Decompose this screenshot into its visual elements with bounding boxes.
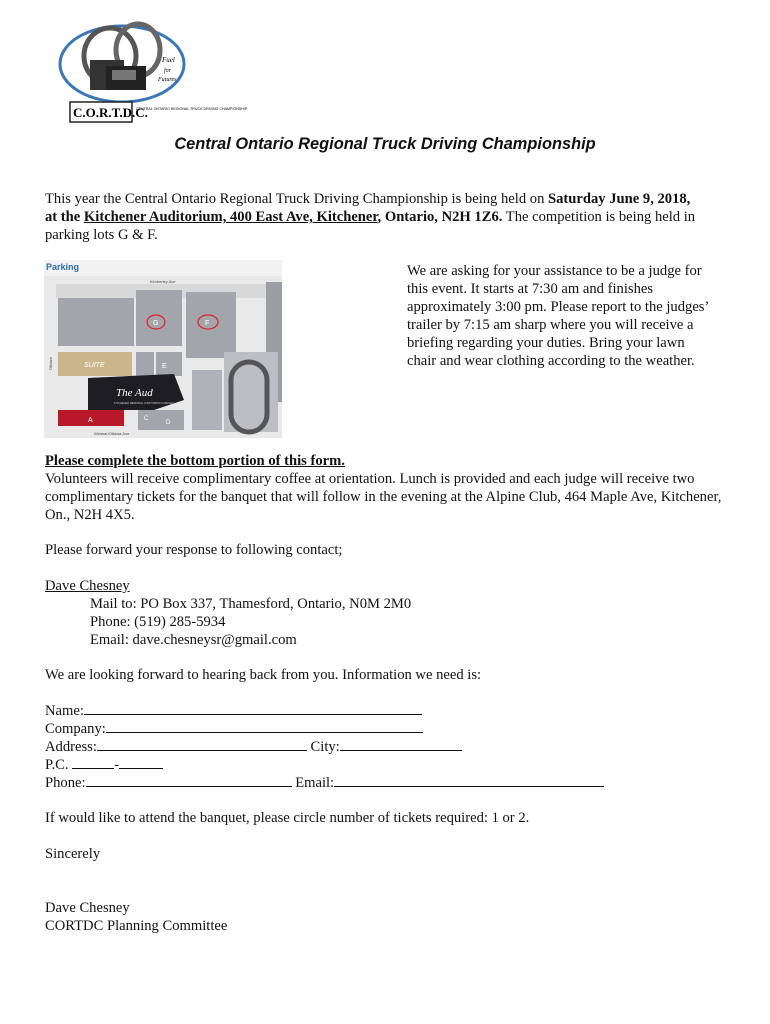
address-field-row <box>45 738 462 756</box>
pc-field-part-2[interactable] <box>119 756 163 769</box>
email-field[interactable] <box>334 774 604 787</box>
lot-e-label: E <box>162 363 167 370</box>
map-heading: Parking <box>46 262 80 272</box>
page-title: Central Ontario Regional Truck Driving Championship <box>174 135 596 153</box>
signature-role: CORTDC Planning Committee <box>45 918 228 934</box>
name-label: Name: <box>45 703 84 719</box>
lot-a-label: A <box>88 417 93 424</box>
volunteer-paragraph: Volunteers will receive complimentary coffee at orientation. Lunch is provided and each judge will receive two complimentary tickets for the banquet that will follow in the evening at the Alpine Club, 464 Maple Ave, Kitchener, On., N2H 4X5. <box>45 471 722 523</box>
pc-field-part-1[interactable] <box>72 756 114 769</box>
contact-phone: Phone: (519) 285-5934 <box>90 614 226 630</box>
forward-paragraph: Please forward your response to following contact; <box>45 542 343 558</box>
map-street-top: Kimberley Ave <box>150 279 176 284</box>
lot-c-label: C <box>144 416 149 422</box>
contact-email: Email: dave.chesneysr@gmail.com <box>90 632 297 648</box>
pc-label: P.C. <box>45 757 69 773</box>
phone-label: Phone: <box>45 775 86 791</box>
parking-map <box>44 260 282 438</box>
company-label: Company: <box>45 721 106 737</box>
phone-field[interactable] <box>86 774 292 787</box>
intro-paragraph: This year the Central Ontario Regional Truck Driving Championship is being held on Saturday June 9, 2018, at the Kitchener Auditorium, 400 East Ave, Kitchener, Ontario, N2H 1Z6. The competition is being held in parking lots G & F. <box>45 191 696 243</box>
logo-slogan: Fuel <box>162 56 175 64</box>
city-field[interactable] <box>340 738 462 751</box>
map-street-left: Ottawa <box>48 357 53 370</box>
aud-sub-label: KITCHENER MEMORIAL AUDITORIUM COMPLEX <box>114 402 174 405</box>
aud-label: The Aud <box>116 387 153 399</box>
signature-name: Dave Chesney <box>45 900 130 916</box>
judge-request-text: We are asking for your assistance to be a judge for this event. It starts at 7:30 am and finishes approximately 3:00 pm. Please report to the judges’ trailer by 7:15 am sharp where you will receive a briefing regarding your duties. Bring your lawn chair and wear clothing according to the weather. <box>407 263 709 369</box>
lot-g-area <box>58 298 134 346</box>
suite-label: SUITE <box>84 362 105 369</box>
lot-d-label: D <box>166 420 171 426</box>
email-label: Email: <box>295 775 335 791</box>
name-field[interactable] <box>84 702 422 715</box>
phone-email-row <box>45 774 604 792</box>
form-heading: Please complete the bottom portion of this form. <box>45 453 345 469</box>
pc-dash: - <box>114 757 120 773</box>
closing-text: Sincerely <box>45 846 101 862</box>
name-field-row <box>45 702 422 720</box>
lot-g-label: G <box>153 320 159 327</box>
map-street-bottom: Weimar/Ottawa Ave <box>94 431 130 436</box>
address-label: Address: <box>45 739 97 755</box>
lot-f-label: F <box>205 320 210 327</box>
logo-slogan-3: Futures <box>158 77 177 83</box>
logo-slogan-2: for <box>164 68 172 74</box>
cortdc-logo <box>52 14 248 132</box>
company-field[interactable] <box>106 720 423 733</box>
banquet-paragraph: If would like to attend the banquet, please circle number of tickets required: 1 or 2. <box>45 810 530 826</box>
logo-acronym: C.O.R.T.D.C. <box>73 105 148 120</box>
logo-subtitle: CENTRAL ONTARIO REGIONAL TRUCK DRIVING CHAMPIONSHIP <box>136 107 248 111</box>
contact-name: Dave Chesney <box>45 578 130 594</box>
info-paragraph: We are looking forward to hearing back from you. Information we need is: <box>45 667 482 683</box>
company-field-row <box>45 720 423 738</box>
address-field[interactable] <box>97 738 307 751</box>
city-label: City: <box>310 739 340 755</box>
contact-mail: Mail to: PO Box 337, Thamesford, Ontario, N0M 2M0 <box>90 596 412 612</box>
pc-field-row <box>45 756 163 774</box>
